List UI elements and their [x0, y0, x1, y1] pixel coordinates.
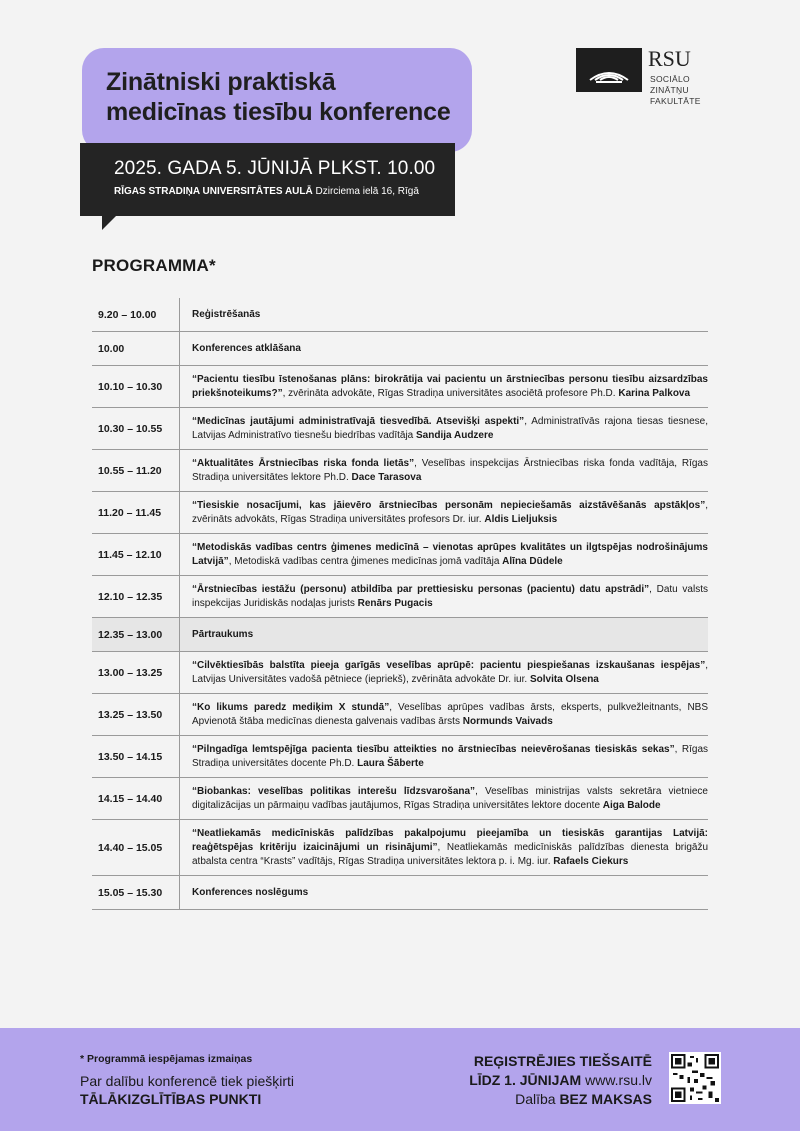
talk-affiliation: , zvērināta advokāte, Rīgas Stradiņa universitātes asociētā profesore Ph.D. [282, 388, 616, 399]
talk-title: Reģistrēšanās [192, 309, 261, 320]
title-line-1: Zinātniski praktiskā [106, 68, 336, 96]
program-description [180, 618, 253, 651]
reg-line3-prefix: Dalība [515, 1091, 556, 1107]
title-line-2: medicīnas tiesību konference [106, 98, 451, 126]
footer-points-line2: TĀLĀKIZGLĪTĪBAS PUNKTI [80, 1091, 262, 1107]
auditorium-logo-icon [576, 48, 642, 92]
talk-affiliation: , Metodiskā vadības centra ģimenes medicīnas jomā vadītāja [228, 556, 500, 567]
program-row [92, 298, 708, 332]
program-time: 12.10 – 12.35 [92, 576, 180, 617]
talk-title: “Medicīnas jautājumi administratīvajā tiesvedībā. Atsevišķi aspekti” [192, 416, 525, 427]
program-description [180, 450, 708, 491]
talk-affiliation: , Administratīvās rajona tiesas tiesnese, Latvijas Administratīvo tiesnešu biedrības vadītāja [192, 416, 708, 441]
program-description [180, 332, 301, 365]
speaker-name: Dace Tarasova [351, 472, 422, 483]
program-row [92, 736, 708, 778]
logo-faculty-line2: FAKULTĀTE [650, 96, 701, 106]
footer-registration [469, 1052, 652, 1109]
program-description [180, 820, 708, 875]
reg-line3-bold: BEZ MAKSAS [559, 1091, 652, 1107]
talk-title: Konferences noslēgums [192, 887, 309, 898]
program-row [92, 618, 708, 652]
footer-note: * Programmā iespējamas izmaiņas [80, 1053, 253, 1065]
program-time: 13.00 – 13.25 [92, 652, 180, 693]
program-time: 11.45 – 12.10 [92, 534, 180, 575]
program-row [92, 534, 708, 576]
talk-title: “Pacientu tiesību īstenošanas plāns: birokrātija vai pacientu un ārstniecības personu tiesību aizsardzības priekšnoteikums?” [192, 374, 708, 399]
program-heading: PROGRAMMA* [92, 256, 216, 275]
talk-affiliation: , Veselības ministrijas valsts sekretāra vietniece digitalizācijas un pārmaiņu vadības jautājumos, Rīgas Stradiņa universitātes lektore docente [192, 786, 708, 811]
rsu-logo [576, 48, 726, 108]
speaker-name: Karina Palkova [618, 388, 691, 399]
talk-title: Pārtraukums [192, 629, 254, 640]
program-time: 10.55 – 11.20 [92, 450, 180, 491]
program-description [180, 778, 708, 819]
venue-name: RĪGAS STRADIŅA UNIVERSITĀTES AULĀ [114, 186, 313, 197]
program-description [180, 366, 708, 407]
reg-url[interactable]: www.rsu.lv [585, 1072, 652, 1088]
program-row [92, 820, 708, 876]
program-time: 10.10 – 10.30 [92, 366, 180, 407]
talk-title: “Ārstniecības iestāžu (personu) atbildība par prettiesisku personas (pacientu) datu apstrādi” [192, 584, 650, 595]
program-description [180, 492, 708, 533]
program-description [180, 408, 708, 449]
program-row [92, 492, 708, 534]
program-description [180, 534, 708, 575]
program-row [92, 408, 708, 450]
program-description [180, 576, 708, 617]
talk-title: “Pilngadīga lemtspējīga pacienta tiesību atteikties no ārstniecības neievērošanas tiesiskās sekas” [192, 744, 675, 755]
venue [114, 186, 455, 197]
talk-affiliation: , Veselības aprūpes vadības ārsts, eksperts, pulkvežleitnants, NBS Apvienotā štāba medicīnas dienesta galvenais vadības ārsts [192, 702, 709, 727]
talk-title: “Tiesiskie nosacījumi, kas jāievēro ārstniecības personām nepieciešamās aizstāvēšanās apstākļos” [192, 500, 706, 511]
talk-title: “Biobankas: veselības politikas interešu līdzsvarošana” [192, 786, 476, 797]
program-row [92, 694, 708, 736]
speaker-name: Aiga Balode [602, 800, 661, 811]
program-time: 13.25 – 13.50 [92, 694, 180, 735]
program-time: 14.40 – 15.05 [92, 820, 180, 875]
program-description [180, 736, 708, 777]
program-description [180, 652, 708, 693]
program-description [180, 298, 260, 331]
footer-points-line1: Par dalību konferencē tiek piešķirti [80, 1073, 294, 1089]
reg-line2-bold: LĪDZ 1. JŪNIJAM [469, 1072, 582, 1088]
talk-title: Konferences atklāšana [192, 343, 301, 354]
venue-address: Dzirciema ielā 16, Rīgā [315, 186, 419, 197]
program-time: 11.20 – 11.45 [92, 492, 180, 533]
program-table [92, 298, 708, 910]
program-row [92, 332, 708, 366]
program-time: 14.15 – 14.40 [92, 778, 180, 819]
speaker-name: Laura Šāberte [357, 758, 424, 769]
speaker-name: Sandija Audzere [416, 430, 494, 441]
program-description [180, 694, 708, 735]
program-row [92, 366, 708, 408]
reg-line1: REĢISTRĒJIES TIEŠSAITĒ [473, 1053, 652, 1069]
speaker-name: Aldis Lieljuksis [484, 514, 558, 525]
program-row [92, 778, 708, 820]
qr-code-icon[interactable] [669, 1052, 721, 1104]
speaker-name: Renārs Pugacis [357, 598, 433, 609]
footer [0, 1028, 800, 1131]
speaker-name: Solvita Olsena [529, 674, 599, 685]
program-row [92, 576, 708, 618]
talk-affiliation: , Latvijas Universitātes vadošā pētniece (iepriekš), zvērināta advokāte Dr. iur. [192, 660, 708, 685]
speaker-name: Normunds Vaivads [462, 716, 553, 727]
talk-title: “Neatliekamās medicīniskās palīdzības pakalpojumu pieejamība un tiesiskās garantijas Latvijā: reaģētspējas kritēriju izaicinājumi un risinājumi” [192, 828, 708, 853]
program-time: 10.30 – 10.55 [92, 408, 180, 449]
talk-affiliation: , Rīgas Stradiņa universitātes docente Ph.D. [192, 744, 709, 769]
program-row [92, 450, 708, 492]
date-time: 2025. GADA 5. JŪNIJĀ PLKST. 10.00 [114, 158, 436, 179]
title-bubble [82, 48, 472, 152]
program-description [180, 876, 308, 909]
program-row [92, 652, 708, 694]
talk-title: “Metodiskās vadības centrs ģimenes medicīnā – vienotas aprūpes kvalitātes un ilgtspējas nodrošinājums Latvijā” [192, 542, 708, 567]
speaker-name: Rafaels Ciekurs [553, 856, 629, 867]
talk-affiliation: , Neatliekamās medicīniskās palīdzības dienesta brigāžu atbalsta centra “Krasts” vadītājs, Rīgas Stradiņa universitātes lektora p. i. Mg. iur. [192, 842, 709, 867]
logo-faculty-line1: SOCIĀLO ZINĀTŅU [650, 74, 690, 95]
talk-title: “Aktualitātes Ārstniecības riska fonda lietās” [192, 458, 415, 469]
program-time: 10.00 [92, 332, 180, 365]
logo-faculty [650, 74, 726, 107]
talk-affiliation: , Veselības inspekcijas Ārstniecības riska fonda vadītāja, Rīgas Stradiņa universitātes lektore Ph.D. [192, 458, 708, 483]
program-time: 15.05 – 15.30 [92, 876, 180, 909]
program-time: 9.20 – 10.00 [92, 298, 180, 331]
talk-affiliation: , Datu valsts inspekcijas Juridiskās nodaļas jurists [192, 584, 708, 609]
date-box [80, 143, 455, 216]
talk-title: “Ko likums paredz mediķim X stundā” [192, 702, 390, 713]
talk-affiliation: , zvērināts advokāts, Rīgas Stradiņa universitātes profesors Dr. iur. [192, 500, 708, 525]
program-row [92, 876, 708, 910]
program-time: 13.50 – 14.15 [92, 736, 180, 777]
program-time: 12.35 – 13.00 [92, 618, 180, 651]
talk-title: “Cilvēktiesībās balstīta pieeja garīgās veselības aprūpē: pacientu piespiešanas izskaušanas iespējas” [192, 660, 706, 671]
speaker-name: Alīna Dūdele [502, 556, 563, 567]
logo-brand: RSU [648, 46, 691, 71]
